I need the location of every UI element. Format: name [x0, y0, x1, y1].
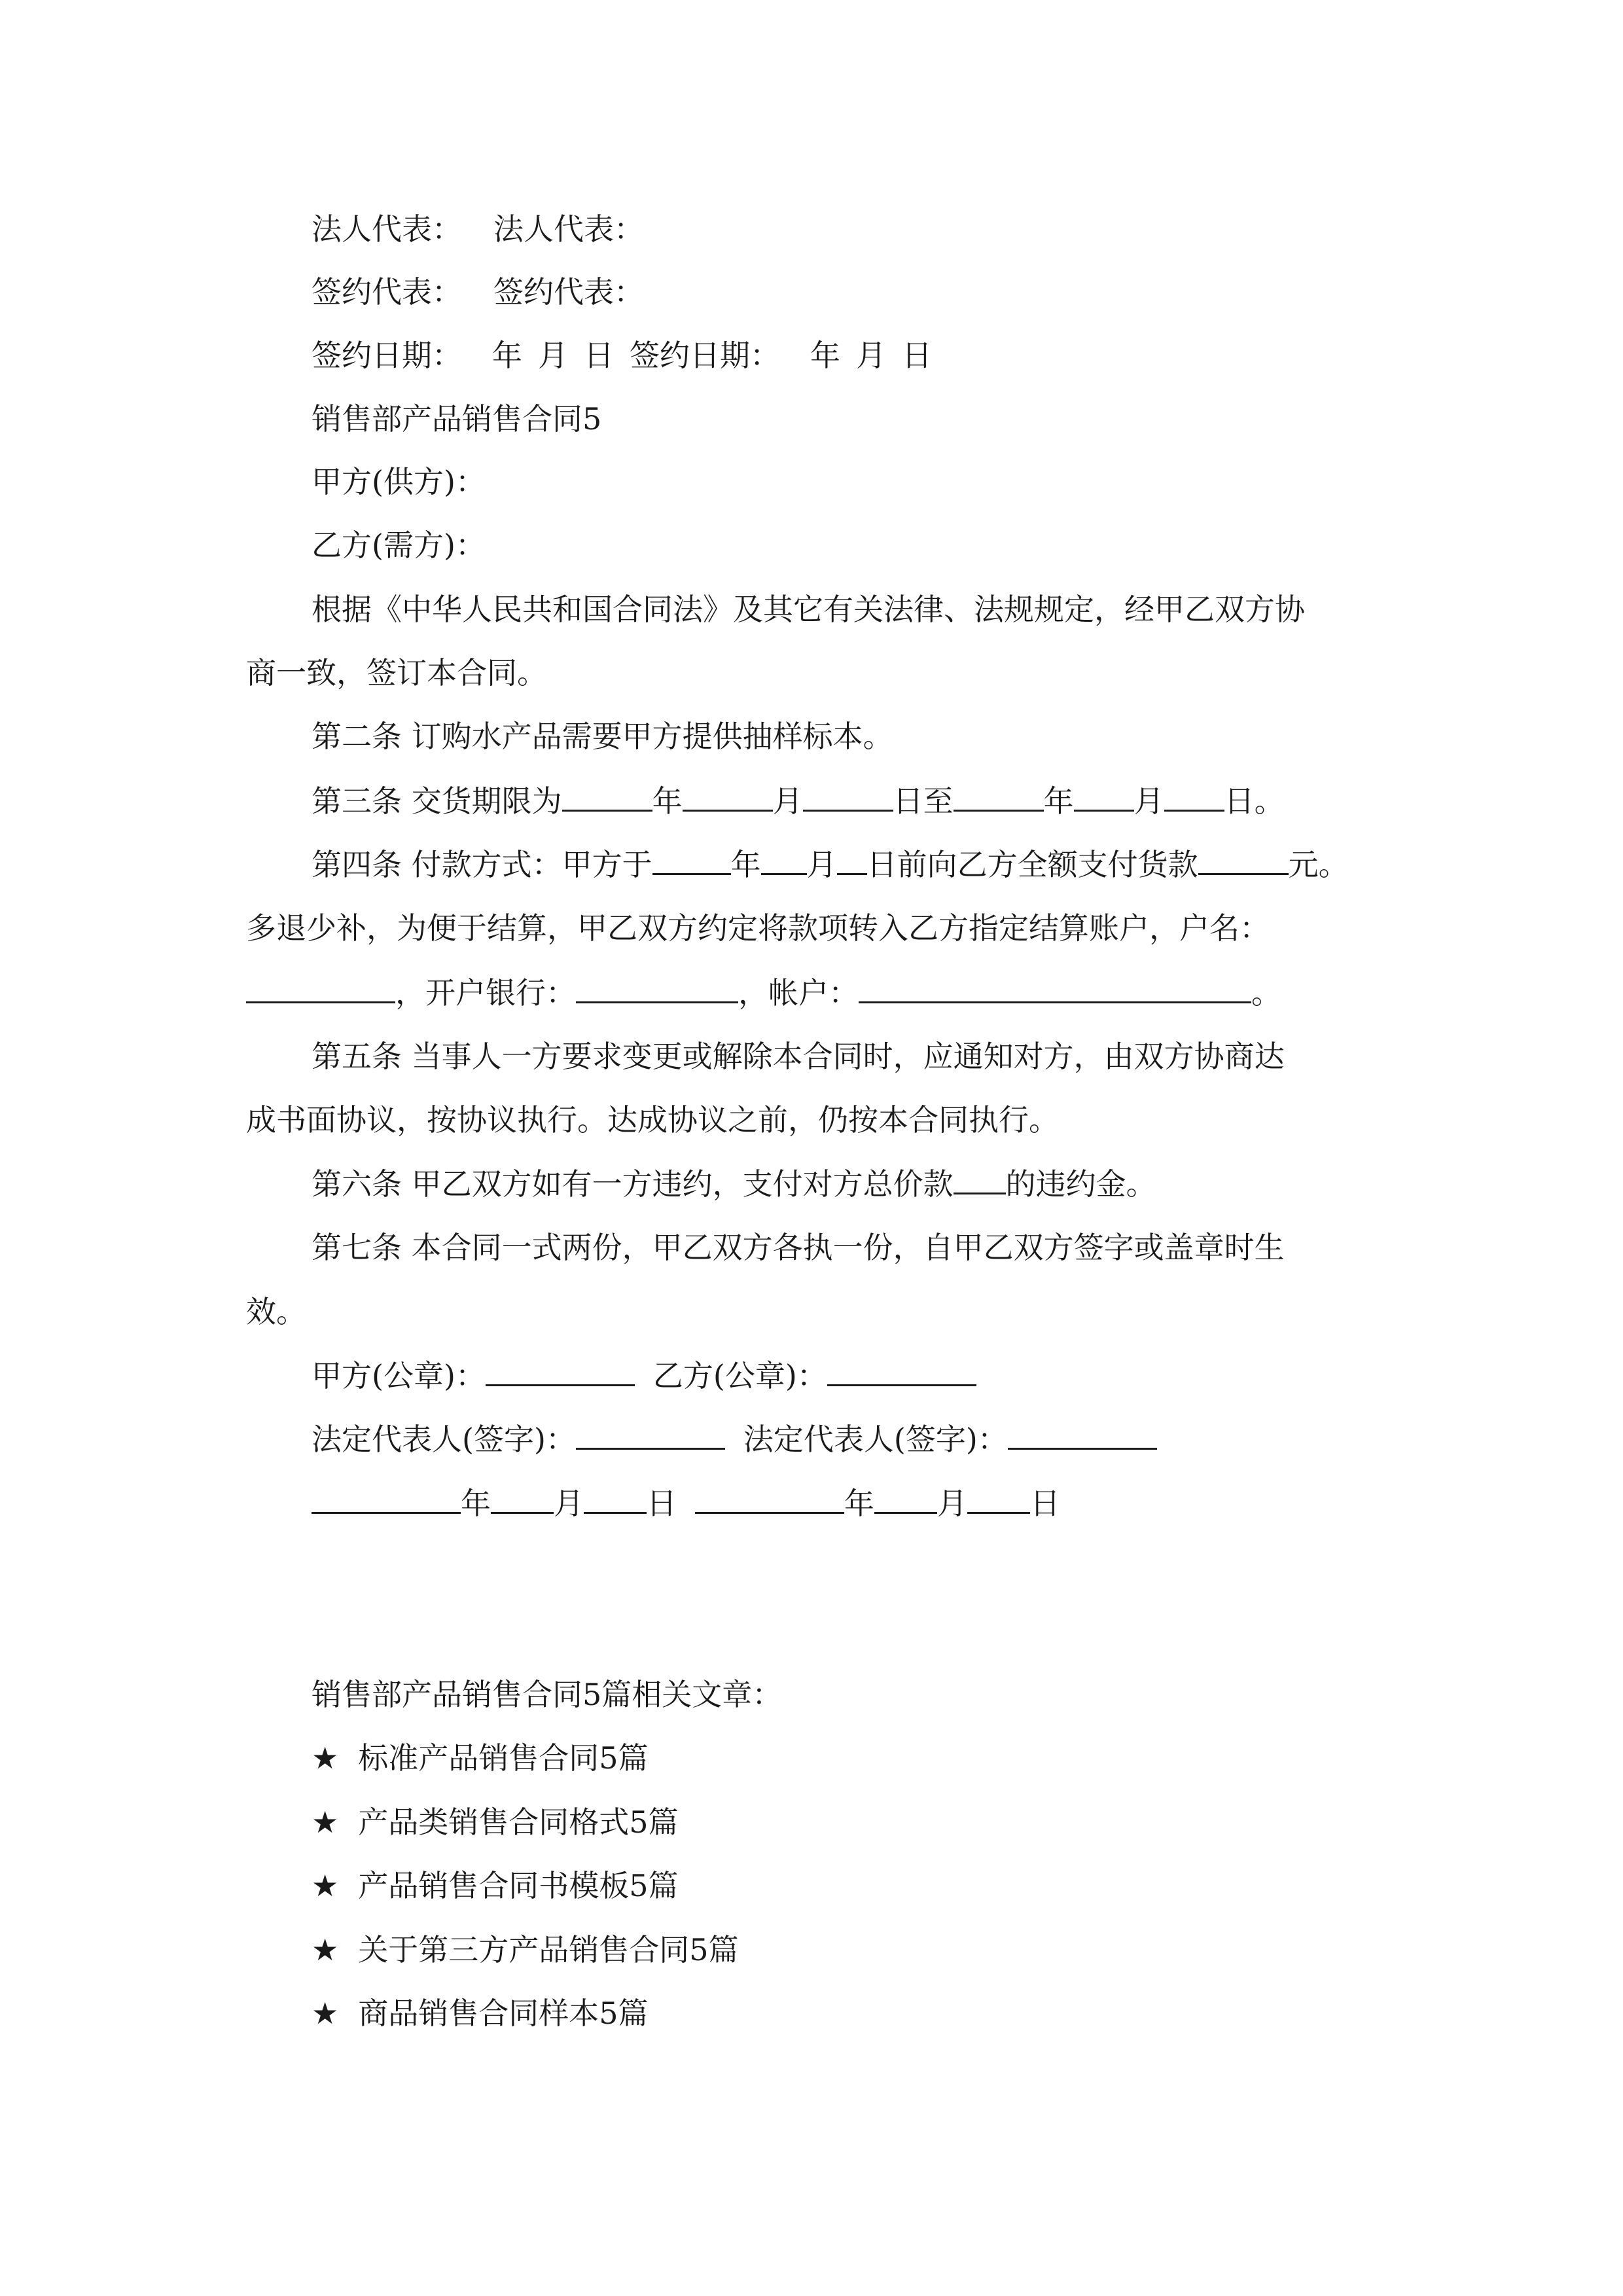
article-7-line-1: 第七条 本合同一式两份，甲乙双方各执一份，自甲乙双方签字或盖章时生: [312, 1230, 1285, 1265]
blank-field: [562, 782, 652, 812]
related-item[interactable]: [0, 1867, 1623, 1904]
legal-rep-label-b: 法人代表：: [493, 211, 644, 247]
account-field: [859, 974, 1251, 1003]
blank-field: [967, 1484, 1030, 1514]
rep-a-field: [576, 1420, 725, 1450]
day-label: 日: [584, 338, 614, 373]
blank-field: [1198, 846, 1289, 875]
related-item-link[interactable]: 关于第三方产品销售合同5篇: [358, 1932, 739, 1967]
month-label: 月: [856, 338, 886, 373]
party-b-line: 乙方(需方)：: [312, 528, 486, 563]
blank-field: [837, 846, 867, 875]
sign-date-line: [0, 337, 1623, 374]
sign-rep-label-b: 签约代表：: [493, 274, 644, 310]
preamble-line-1: 根据《中华人民共和国合同法》及其它有关法律、法规规定，经甲乙双方协: [312, 592, 1305, 627]
blank-field: [683, 782, 773, 812]
rep-b-label: 法定代表人(签字)：: [743, 1422, 1008, 1457]
month-label: 月: [937, 1486, 967, 1521]
blank-field: [954, 1165, 1006, 1194]
related-item-link[interactable]: 标准产品销售合同5篇: [358, 1740, 649, 1776]
penalty-text: 的违约金。: [1005, 1166, 1156, 1202]
article-4-line-2: 多退少补，为便于结算，甲乙双方约定将款项转入乙方指定结算账户，户名：: [246, 910, 1270, 946]
blank-field: [761, 846, 807, 875]
blank-field: [1164, 782, 1224, 812]
year-label: 年: [1043, 783, 1074, 819]
article-7-line-2: 效。: [246, 1294, 306, 1329]
year-label: 年: [492, 338, 522, 373]
legal-rep-line: [0, 211, 1623, 247]
blank-field: [312, 1484, 461, 1514]
article-4-line-3: [0, 974, 1623, 1011]
sign-rep-label-a: 签约代表：: [312, 274, 462, 310]
blank-field: [695, 1484, 844, 1514]
blank-field: [584, 1484, 647, 1514]
seal-a-field: [486, 1357, 635, 1386]
legal-rep-label-a: 法人代表：: [312, 211, 462, 247]
year-label: 年: [844, 1486, 874, 1521]
article-2: 第二条 订购水产品需要甲方提供抽样标本。: [312, 719, 893, 754]
blank-field: [803, 782, 893, 812]
blank-field: [652, 846, 731, 875]
article-4-label: 第四条 付款方式：甲方于: [312, 847, 652, 882]
related-item[interactable]: [0, 1931, 1623, 1968]
period: 。: [1251, 975, 1281, 1011]
day-label: 日。: [1224, 783, 1285, 819]
month-label: 月: [538, 338, 568, 373]
contract-title: 销售部产品销售合同5: [312, 401, 602, 437]
seal-line: [0, 1357, 1623, 1394]
seal-a-label: 甲方(公章)：: [312, 1358, 486, 1393]
month-label: 月: [806, 847, 837, 882]
account-label: ，帐户：: [738, 975, 859, 1011]
sign-date-label-a: 签约日期：: [312, 338, 462, 373]
payment-text: 日前向乙方全额支付货款: [866, 847, 1198, 882]
article-3: [0, 782, 1623, 819]
year-label: 年: [730, 847, 761, 882]
year-label: 年: [461, 1486, 491, 1521]
sign-date-label-b: 签约日期：: [630, 338, 780, 373]
star-icon: ★: [312, 1932, 339, 1967]
related-item[interactable]: [0, 1804, 1623, 1840]
month-label: 月: [1133, 783, 1164, 819]
article-4: [0, 846, 1623, 883]
rep-b-field: [1008, 1420, 1157, 1450]
sign-rep-line: [0, 274, 1623, 310]
month-label: 月: [554, 1486, 584, 1521]
article-6: [0, 1165, 1623, 1202]
article-6-label: 第六条 甲乙双方如有一方违约，支付对方总价款: [312, 1166, 954, 1202]
day-label: 日: [1030, 1486, 1060, 1521]
star-icon: ★: [312, 1868, 339, 1903]
day-to-label: 日至: [893, 783, 954, 819]
yuan-label: 元。: [1288, 847, 1349, 882]
day-label: 日: [902, 338, 932, 373]
month-label: 月: [772, 783, 803, 819]
article-5-line-2: 成书面协议，按协议执行。达成协议之前，仍按本合同执行。: [246, 1102, 1059, 1138]
seal-b-label: 乙方(公章)：: [652, 1358, 827, 1393]
seal-b-field: [827, 1357, 976, 1386]
party-a-line: 甲方(供方)：: [312, 464, 486, 499]
related-item[interactable]: [0, 1995, 1623, 2032]
year-label: 年: [810, 338, 840, 373]
blank-field: [491, 1484, 554, 1514]
bank-label: ，开户银行：: [395, 975, 576, 1011]
related-item-link[interactable]: 商品销售合同样本5篇: [358, 1996, 649, 2031]
related-item-link[interactable]: 产品销售合同书模板5篇: [358, 1868, 679, 1903]
article-5-line-1: 第五条 当事人一方要求变更或解除本合同时，应通知对方，由双方协商达: [312, 1039, 1285, 1074]
related-item[interactable]: [0, 1740, 1623, 1776]
account-name-field: [246, 974, 395, 1003]
star-icon: ★: [312, 1740, 339, 1776]
preamble-line-2: 商一致，签订本合同。: [246, 655, 547, 691]
day-label: 日: [647, 1486, 677, 1521]
date-line: [0, 1484, 1623, 1522]
bank-field: [576, 974, 738, 1003]
year-label: 年: [652, 783, 683, 819]
related-item-link[interactable]: 产品类销售合同格式5篇: [358, 1804, 679, 1840]
blank-field: [1074, 782, 1134, 812]
star-icon: ★: [312, 1996, 339, 2031]
blank-field: [874, 1484, 937, 1514]
article-3-label: 第三条 交货期限为: [312, 783, 562, 819]
rep-a-label: 法定代表人(签字)：: [312, 1422, 576, 1457]
legal-rep-sign-line: [0, 1420, 1623, 1458]
related-heading: 销售部产品销售合同5篇相关文章：: [312, 1677, 783, 1712]
blank-field: [954, 782, 1044, 812]
star-icon: ★: [312, 1804, 339, 1840]
